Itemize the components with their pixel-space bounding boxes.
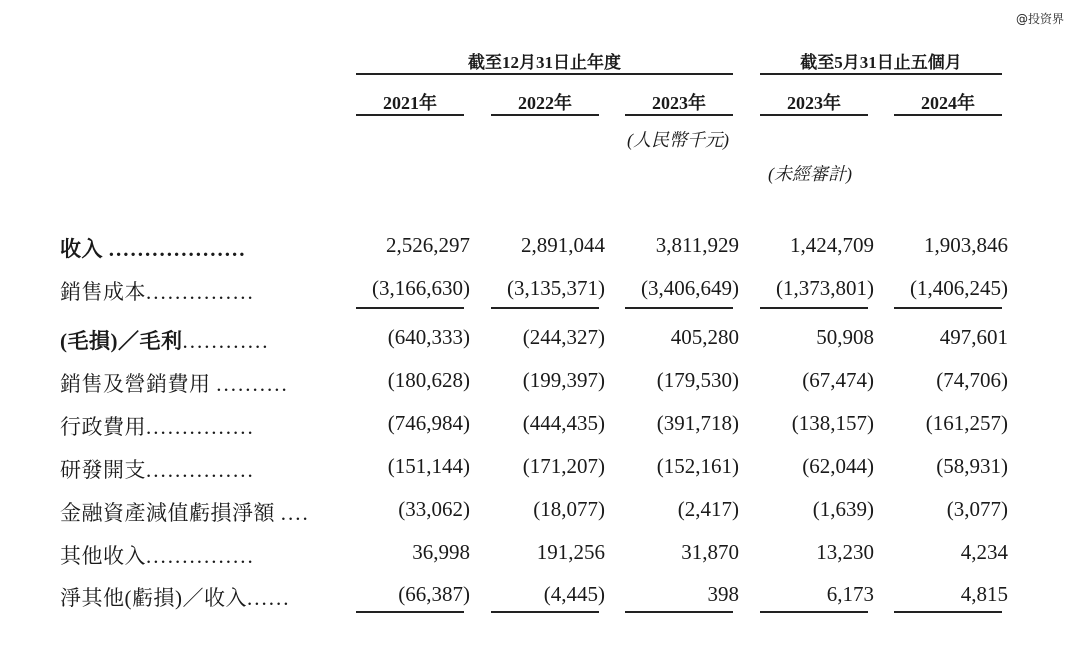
- cell-rnd-expenses-2022: (171,207): [522, 454, 605, 478]
- subtotal-rule-1: [356, 307, 464, 309]
- cell-gross-profit-2024-5m: 497,601: [939, 325, 1008, 349]
- row-label-impairment-losses: 金融資產減值虧損淨額 ....: [60, 501, 310, 525]
- cell-revenue-2023-5m: 1,424,709: [790, 233, 874, 257]
- cell-cost-of-sales-2024-5m: (1,406,245): [910, 276, 1008, 300]
- row-label-revenue: 收入 ...................: [60, 237, 247, 261]
- cell-other-income-2023: 31,870: [681, 540, 739, 564]
- year-rule-1: [356, 114, 464, 116]
- year-rule-5: [894, 114, 1002, 116]
- header-group-five-months-rule: [760, 73, 1002, 75]
- row-label-admin-expenses: 行政費用...............: [60, 415, 255, 439]
- subtotal-rule-2: [491, 307, 599, 309]
- year-header-2023: 2023年: [652, 93, 706, 113]
- row-label-rnd-expenses: 研發開支...............: [60, 458, 255, 482]
- header-group-fiscal-year: 截至12月31日止年度: [468, 53, 621, 72]
- unit-label: (人民幣千元): [627, 130, 729, 150]
- subtotal-rule-5: [894, 307, 1002, 309]
- cell-admin-expenses-2021: (746,984): [387, 411, 470, 435]
- cell-selling-marketing-2023-5m: (67,474): [802, 368, 874, 392]
- cell-rnd-expenses-2021: (151,144): [387, 454, 470, 478]
- cell-admin-expenses-2022: (444,435): [522, 411, 605, 435]
- cell-admin-expenses-2024-5m: (161,257): [925, 411, 1008, 435]
- cell-revenue-2023: 3,811,929: [655, 233, 739, 257]
- year-header-2024-five-months: 2024年: [921, 93, 975, 113]
- cell-cost-of-sales-2023: (3,406,649): [641, 276, 739, 300]
- year-header-2022: 2022年: [518, 93, 572, 113]
- bottom-rule-4: [760, 611, 868, 613]
- cell-impairment-losses-2022: (18,077): [533, 497, 605, 521]
- cell-selling-marketing-2023: (179,530): [656, 368, 739, 392]
- cell-other-income-2021: 36,998: [412, 540, 470, 564]
- cell-impairment-losses-2023: (2,417): [677, 497, 739, 521]
- subtotal-rule-4: [760, 307, 868, 309]
- bottom-rule-5: [894, 611, 1002, 613]
- row-label-selling-marketing: 銷售及營銷費用 ..........: [60, 372, 289, 396]
- header-group-five-months: 截至5月31日止五個月: [800, 53, 962, 72]
- cell-net-other-2021: (66,387): [398, 582, 470, 606]
- year-rule-2: [491, 114, 599, 116]
- cell-revenue-2022: 2,891,044: [521, 233, 605, 257]
- cell-revenue-2024-5m: 1,903,846: [924, 233, 1008, 257]
- cell-impairment-losses-2024-5m: (3,077): [946, 497, 1008, 521]
- watermark: @投资界: [1015, 12, 1064, 26]
- cell-gross-profit-2023: 405,280: [670, 325, 739, 349]
- cell-other-income-2023-5m: 13,230: [816, 540, 874, 564]
- row-label-net-other: 淨其他(虧損)／收入......: [60, 586, 291, 610]
- cell-other-income-2022: 191,256: [536, 540, 605, 564]
- cell-cost-of-sales-2022: (3,135,371): [507, 276, 605, 300]
- cell-admin-expenses-2023: (391,718): [656, 411, 739, 435]
- cell-impairment-losses-2023-5m: (1,639): [812, 497, 874, 521]
- cell-gross-profit-2022: (244,327): [522, 325, 605, 349]
- cell-other-income-2024-5m: 4,234: [960, 540, 1008, 564]
- cell-net-other-2024-5m: 4,815: [960, 582, 1008, 606]
- cell-gross-profit-2023-5m: 50,908: [816, 325, 874, 349]
- row-label-gross-profit: (毛損)／毛利............: [60, 329, 270, 353]
- cell-selling-marketing-2021: (180,628): [387, 368, 470, 392]
- cell-selling-marketing-2022: (199,397): [522, 368, 605, 392]
- cell-net-other-2022: (4,445): [543, 582, 605, 606]
- year-rule-4: [760, 114, 868, 116]
- cell-rnd-expenses-2023-5m: (62,044): [802, 454, 874, 478]
- cell-admin-expenses-2023-5m: (138,157): [791, 411, 874, 435]
- cell-net-other-2023-5m: 6,173: [826, 582, 874, 606]
- cell-net-other-2023: 398: [707, 582, 739, 606]
- bottom-rule-3: [625, 611, 733, 613]
- year-header-2023-five-months: 2023年: [787, 93, 841, 113]
- cell-rnd-expenses-2023: (152,161): [656, 454, 739, 478]
- cell-revenue-2021: 2,526,297: [386, 233, 470, 257]
- row-label-cost-of-sales: 銷售成本...............: [60, 280, 255, 304]
- subtotal-rule-3: [625, 307, 733, 309]
- cell-cost-of-sales-2021: (3,166,630): [372, 276, 470, 300]
- bottom-rule-1: [356, 611, 464, 613]
- cell-rnd-expenses-2024-5m: (58,931): [936, 454, 1008, 478]
- year-header-2021: 2021年: [383, 93, 437, 113]
- cell-cost-of-sales-2023-5m: (1,373,801): [776, 276, 874, 300]
- header-group-fiscal-year-rule: [356, 73, 733, 75]
- unaudited-label: (未經審計): [768, 164, 852, 184]
- year-rule-3: [625, 114, 733, 116]
- cell-selling-marketing-2024-5m: (74,706): [936, 368, 1008, 392]
- cell-impairment-losses-2021: (33,062): [398, 497, 470, 521]
- row-label-other-income: 其他收入...............: [60, 544, 255, 568]
- cell-gross-profit-2021: (640,333): [387, 325, 470, 349]
- bottom-rule-2: [491, 611, 599, 613]
